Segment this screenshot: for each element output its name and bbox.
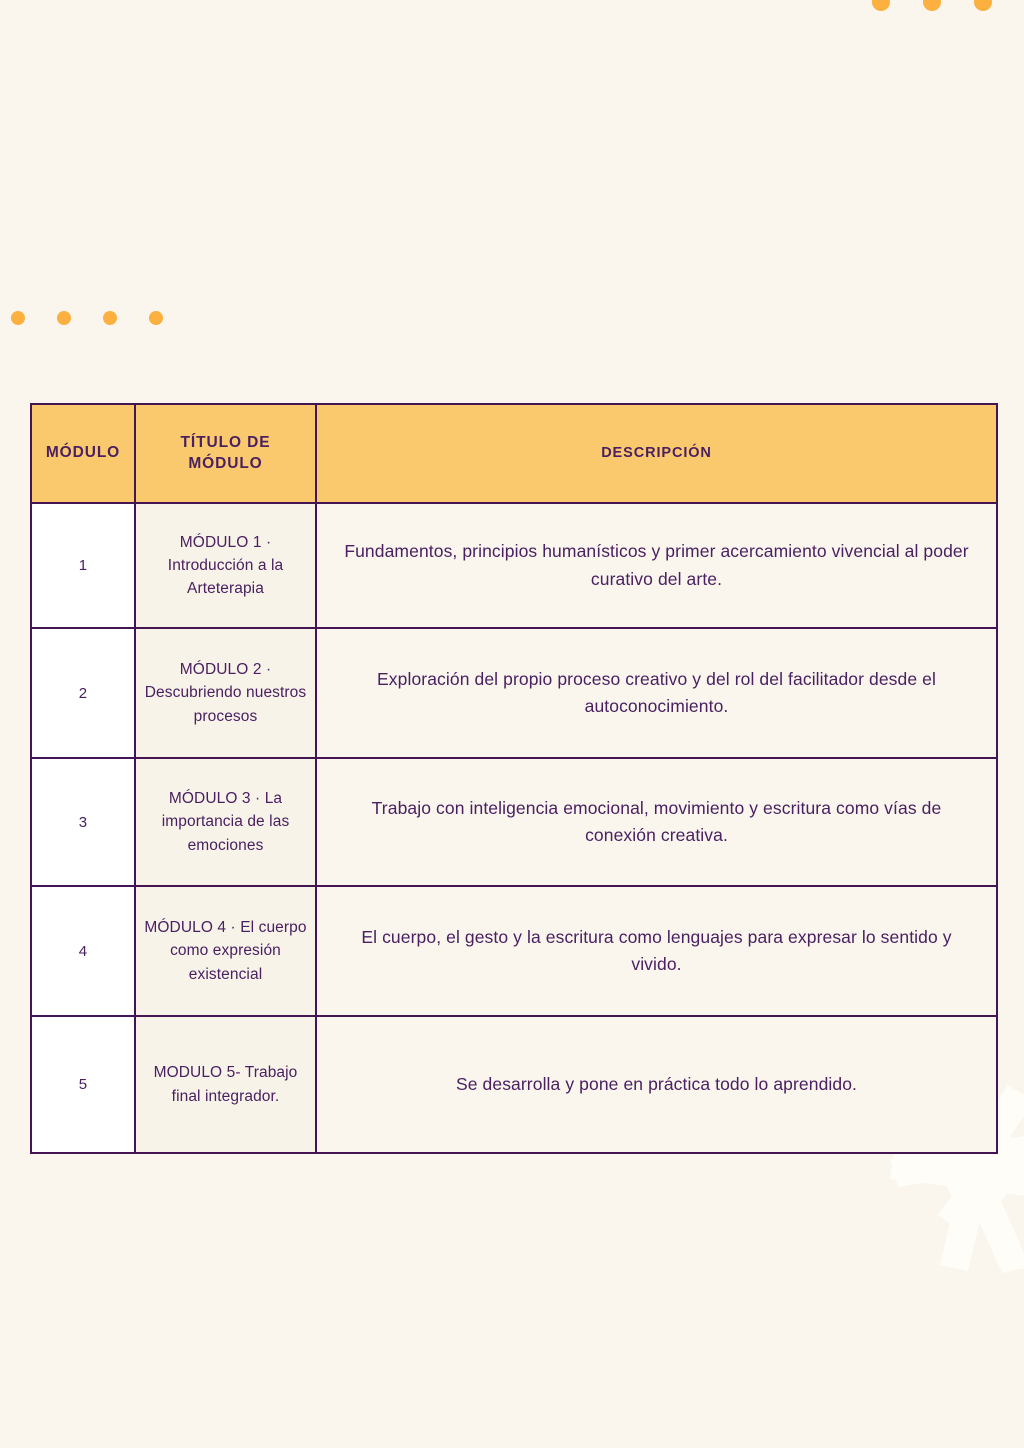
cell-module-title: MÓDULO 1 · Introducción a la Arteterapia [135, 503, 316, 628]
modules-table-container [30, 403, 996, 1154]
modules-table [30, 403, 998, 1154]
cell-module-description: Se desarrolla y pone en práctica todo lo aprendido. [316, 1016, 997, 1153]
table-body [31, 503, 997, 1153]
table-header [31, 404, 997, 503]
table-row [31, 628, 997, 758]
cell-module-description: Exploración del propio proceso creativo y del rol del facilitador desde el autoconocimiento. [316, 628, 997, 758]
column-header-title: TÍTULO DE MÓDULO [135, 404, 316, 503]
dot [872, 0, 890, 11]
decorative-dots-left [11, 311, 163, 325]
cell-module-title: MODULO 5- Trabajo final integrador. [135, 1016, 316, 1153]
cell-module-description: El cuerpo, el gesto y la escritura como lenguajes para expresar lo sentido y vivido. [316, 886, 997, 1016]
cell-module-description: Fundamentos, principios humanísticos y primer acercamiento vivencial al poder curativo del arte. [316, 503, 997, 628]
cell-module-title: MÓDULO 4 · El cuerpo como expresión existencial [135, 886, 316, 1016]
cell-module-number: 3 [31, 758, 135, 886]
cell-module-title: MÓDULO 2 · Descubriendo nuestros procesos [135, 628, 316, 758]
cell-module-number: 4 [31, 886, 135, 1016]
table-row [31, 758, 997, 886]
cell-module-title: MÓDULO 3 · La importancia de las emociones [135, 758, 316, 886]
column-header-module: MÓDULO [31, 404, 135, 503]
table-row [31, 1016, 997, 1153]
dot [57, 311, 71, 325]
dot [11, 311, 25, 325]
table-header-row [31, 404, 997, 503]
decorative-dots-top-right [872, 0, 1024, 11]
cell-module-number: 5 [31, 1016, 135, 1153]
cell-module-description: Trabajo con inteligencia emocional, movimiento y escritura como vías de conexión creativa. [316, 758, 997, 886]
cell-module-number: 2 [31, 628, 135, 758]
dot [149, 311, 163, 325]
cell-module-number: 1 [31, 503, 135, 628]
table-row [31, 886, 997, 1016]
table-row [31, 503, 997, 628]
dot [923, 0, 941, 11]
column-header-description: DESCRIPCIÓN [316, 404, 997, 503]
dot [103, 311, 117, 325]
dot [974, 0, 992, 11]
